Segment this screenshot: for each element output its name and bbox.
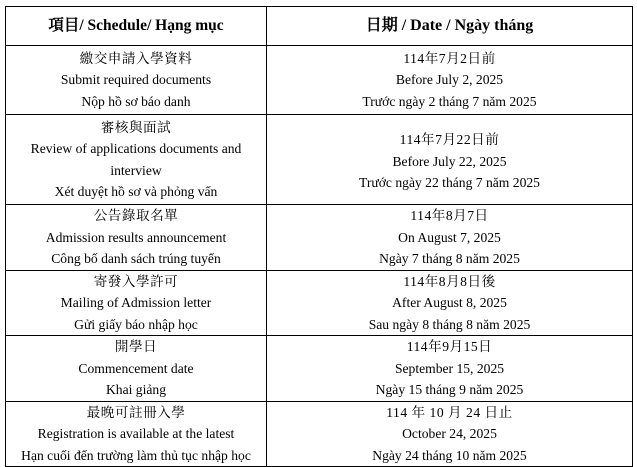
item-vietnamese: Công bố danh sách trúng tuyển bbox=[51, 251, 221, 266]
date-chinese: 114年8月8日後 bbox=[403, 273, 496, 289]
table-row bbox=[6, 401, 633, 467]
date-english: Before July 22, 2025 bbox=[392, 153, 507, 169]
item-english: Review of applications documents and interview bbox=[30, 141, 242, 178]
schedule-date-cell bbox=[267, 46, 633, 115]
date-english: September 15, 2025 bbox=[394, 360, 505, 376]
date-english: After August 8, 2025 bbox=[392, 295, 507, 310]
schedule-date-cell bbox=[267, 270, 633, 336]
date-vietnamese: Trước ngày 2 tháng 7 năm 2025 bbox=[362, 93, 537, 109]
table-header-row bbox=[6, 7, 633, 46]
schedule-date-cell bbox=[267, 336, 633, 402]
schedule-item-cell bbox=[6, 401, 267, 467]
item-english: Commencement date bbox=[78, 360, 194, 376]
item-chinese: 審核與面試 bbox=[100, 119, 172, 135]
admission-schedule-table bbox=[5, 6, 633, 467]
table-row bbox=[6, 270, 633, 336]
item-chinese: 寄發入學許可 bbox=[93, 273, 179, 289]
date-english: Before July 2, 2025 bbox=[395, 72, 504, 88]
item-vietnamese: Gửi giấy báo nhập học bbox=[74, 316, 198, 332]
item-english: Submit required documents bbox=[60, 72, 212, 88]
item-chinese: 最晚可註冊入學 bbox=[86, 404, 186, 420]
item-english: Admission results announcement bbox=[45, 229, 227, 245]
date-vietnamese: Ngày 7 tháng 8 năm 2025 bbox=[379, 251, 520, 266]
date-chinese: 114年8月7日 bbox=[410, 208, 489, 223]
schedule-item-cell bbox=[6, 336, 267, 402]
schedule-item-cell bbox=[6, 46, 267, 115]
date-vietnamese: Ngày 24 tháng 10 năm 2025 bbox=[372, 447, 527, 463]
item-chinese: 公告錄取名單 bbox=[93, 208, 179, 223]
table-row bbox=[6, 336, 633, 402]
date-vietnamese: Sau ngày 8 tháng 8 năm 2025 bbox=[368, 316, 531, 332]
table-row bbox=[6, 205, 633, 271]
table-row bbox=[6, 46, 633, 115]
date-vietnamese: Trước ngày 22 tháng 7 năm 2025 bbox=[359, 175, 540, 191]
date-chinese: 114年7月2日前 bbox=[403, 50, 496, 66]
date-english: On August 7, 2025 bbox=[398, 229, 501, 245]
date-chinese: 114年9月15日 bbox=[406, 339, 493, 354]
schedule-date-cell bbox=[267, 401, 633, 467]
table-row bbox=[6, 115, 633, 205]
schedule-item-cell bbox=[6, 205, 267, 271]
item-vietnamese: Khai giảng bbox=[105, 382, 167, 397]
item-vietnamese: Xét duyệt hồ sơ và phỏng vấn bbox=[54, 184, 218, 199]
item-vietnamese: Nộp hồ sơ báo danh bbox=[81, 93, 191, 109]
column-header-item: 項目/ Schedule/ Hạng mục bbox=[6, 7, 267, 46]
date-chinese: 114 年 10 月 24 日止 bbox=[386, 404, 513, 420]
item-vietnamese: Hạn cuối đến trường làm thủ tục nhập học bbox=[21, 447, 251, 463]
column-header-date: 日期 / Date / Ngày tháng bbox=[267, 7, 633, 46]
item-chinese: 繳交申請入學資料 bbox=[79, 50, 193, 66]
schedule-date-cell bbox=[267, 115, 633, 205]
item-english: Mailing of Admission letter bbox=[60, 295, 212, 310]
schedule-item-cell bbox=[6, 270, 267, 336]
date-chinese: 114年7月22日前 bbox=[399, 132, 500, 148]
date-english: October 24, 2025 bbox=[402, 426, 497, 441]
schedule-item-cell bbox=[6, 115, 267, 205]
item-chinese: 開學日 bbox=[114, 339, 158, 354]
schedule-date-cell bbox=[267, 205, 633, 271]
item-english: Registration is available at the latest bbox=[37, 426, 235, 441]
date-vietnamese: Ngày 15 tháng 9 năm 2025 bbox=[375, 382, 524, 397]
